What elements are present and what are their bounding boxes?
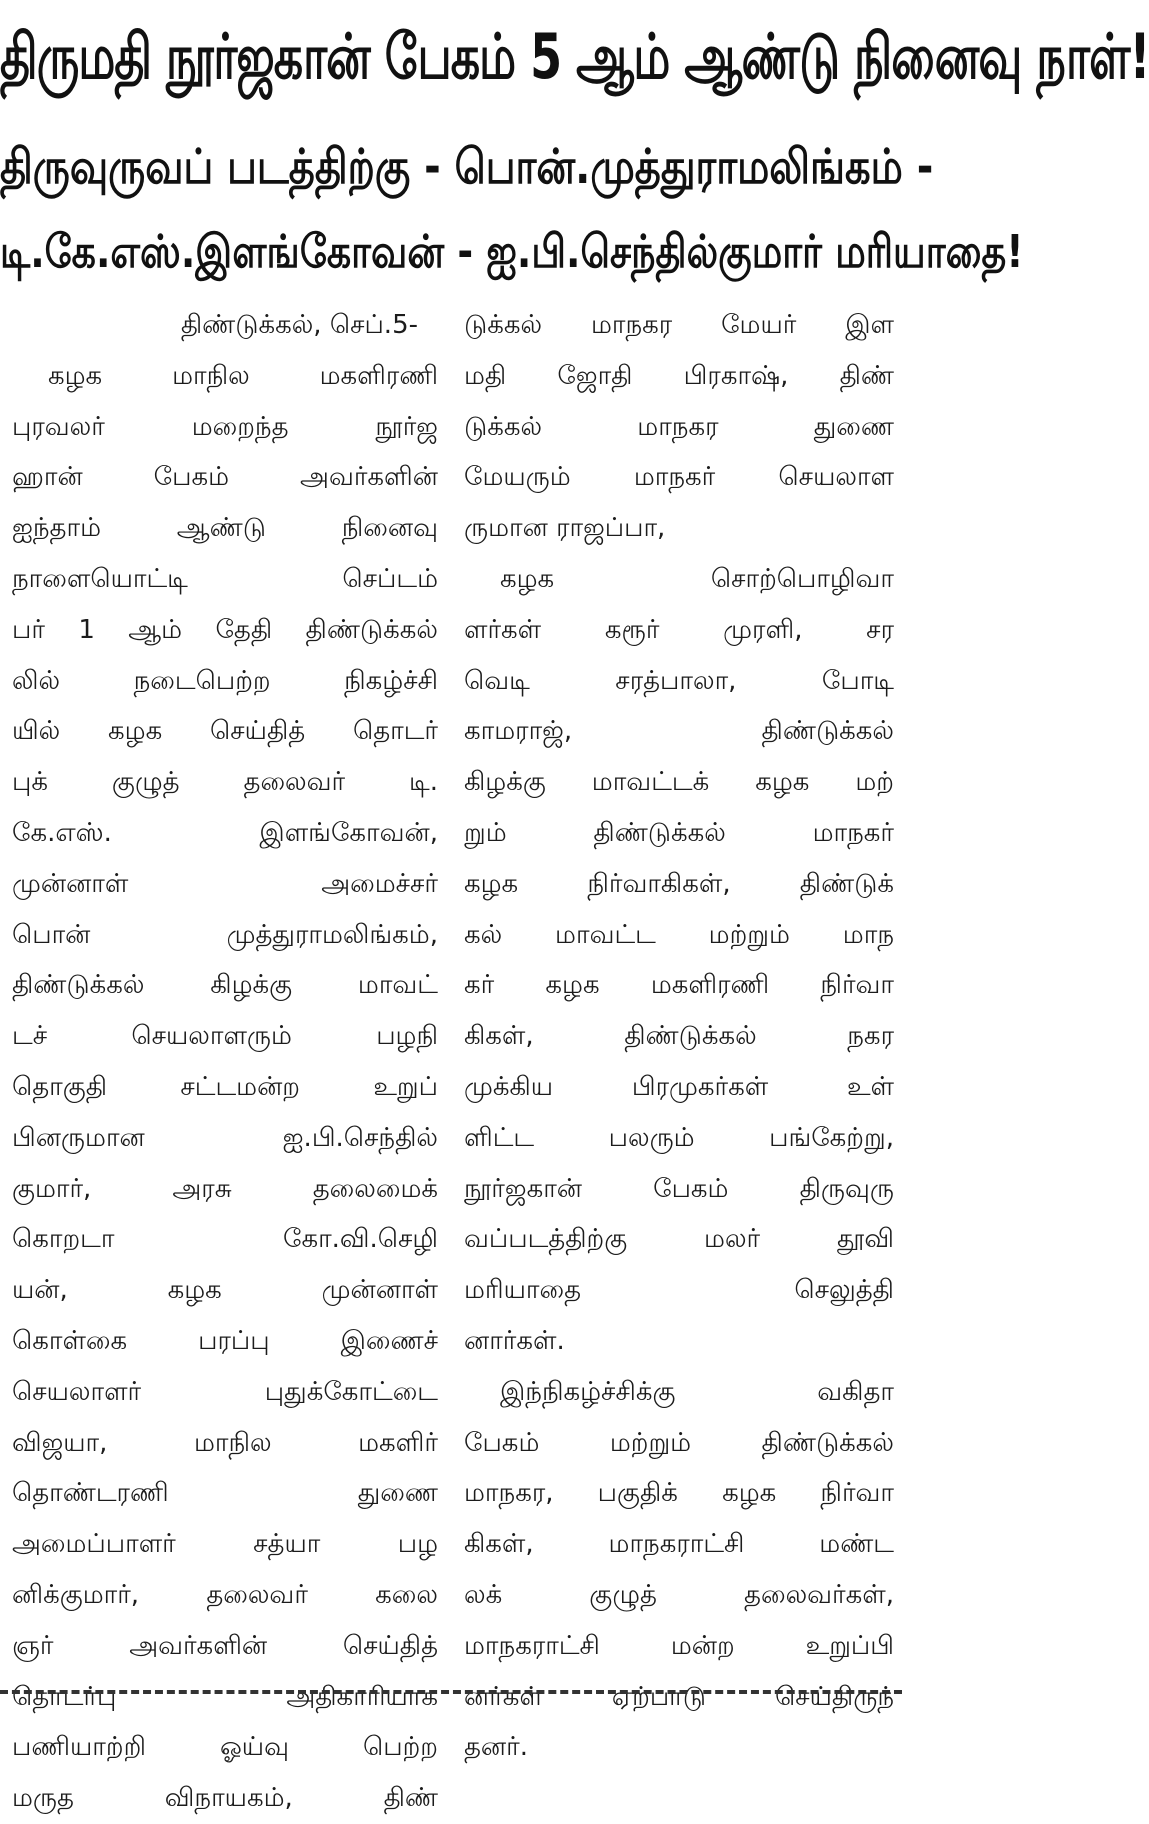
article-line: மாநகராட்சி மன்ற உறுப்பி [464,1630,894,1661]
headline-sub-2: டி.கே.எஸ்.இளங்கோவன் - ஐ.பி.செந்தில்குமார் மரியாதை! [0,225,1024,278]
article-line: னார்கள். [464,1325,565,1356]
article-line: லக் குழுத் தலைவர்கள், [464,1579,894,1610]
article-line: கிழக்கு மாவட்டக் கழக மற் [464,767,894,798]
article-line: பினருமான ஐ.பி.செந்தில் [12,1122,438,1153]
article-line: முக்கிய பிரமுகர்கள் உள் [464,1071,894,1102]
article-line: பணியாற்றி ஓய்வு பெற்ற [12,1732,438,1763]
article-line: செயலாளர் புதுக்கோட்டை [12,1376,438,1407]
article-line: னர்கள் ஏற்பாடு செய்திருந் [464,1681,894,1712]
article-line: வப்படத்திற்கு மலர் தூவி [464,1224,894,1255]
article-line: முன்னாள் அமைச்சர் [12,868,438,899]
article-line: ஹான் பேகம் அவர்களின் [12,462,438,493]
article-line: கல் மாவட்ட மற்றும் மாந [464,919,894,950]
article-line: கிகள், மாநகராட்சி மண்ட [464,1529,894,1560]
article-line: இந்நிகழ்ச்சிக்கு வகிதா [500,1376,894,1407]
article-line: காமராஜ், திண்டுக்கல் [464,716,894,747]
article-line: தனர். [464,1732,528,1763]
article-line: டச் செயலாளரும் பழநி [12,1021,438,1052]
article-line: குமார், அரசு தலைமைக் [12,1173,438,1204]
article-right-column [464,300,894,1773]
article-line: புக் குழுத் தலைவர் டி. [12,767,438,798]
article-line: கர் கழக மகளிரணி நிர்வா [464,970,894,1001]
headline-main: திருமதி நூர்ஜகான் பேகம் 5 ஆம் ஆண்டு நினைவு நாள்! [0,20,1149,93]
article-line: பேகம் மற்றும் திண்டுக்கல் [464,1427,894,1458]
article-line: தொண்டரணி துணை [12,1478,438,1509]
article-line: கிகள், திண்டுக்கல் நகர [464,1021,894,1052]
article-line: அமைப்பாளர் சத்யா பழ [12,1529,438,1560]
article-line: தொடர்பு அதிகாரியாக [12,1681,438,1712]
article-line: மரியாதை செலுத்தி [464,1275,894,1306]
article-line: பர் 1 ஆம் தேதி திண்டுக்கல் [12,614,438,645]
article-left-column [12,300,438,1824]
article-line: ருமான ராஜப்பா, [464,513,666,544]
bottom-divider [0,1690,902,1694]
article-line: ஞர் அவர்களின் செய்தித் [12,1630,438,1661]
article-line: ஐந்தாம் ஆண்டு நினைவு [12,513,438,544]
article-line: யன், கழக முன்னாள் [12,1275,438,1306]
article-line: லில் நடைபெற்ற நிகழ்ச்சி [12,665,438,696]
article-line: புரவலர் மறைந்த நூர்ஜ [12,411,438,442]
article-line: தொகுதி சட்டமன்ற உறுப் [12,1071,438,1102]
article-line: விஜயா, மாநில மகளிர் [12,1427,438,1458]
article-line: ளர்கள் கரூர் முரளி, சர [464,614,894,645]
article-line: றும் திண்டுக்கல் மாநகர் [464,817,894,848]
article-line: கொள்கை பரப்பு இணைச் [12,1325,438,1356]
article-line: கே.எஸ். இளங்கோவன், [12,817,438,848]
article-line: மேயரும் மாநகர் செயலாள [464,462,894,493]
article-line: மதி ஜோதி பிரகாஷ், திண் [464,360,894,391]
article-line: பொன் முத்துராமலிங்கம், [12,919,438,950]
article-line: நாளையொட்டி செப்டம் [12,563,438,594]
article-line: டுக்கல் மாநகர மேயர் இள [464,310,894,340]
article-line: கொறடா கோ.வி.செழி [12,1224,438,1255]
article-line: மருத விநாயகம், திண் [12,1783,438,1814]
article-line: டுக்கல் மாநகர துணை [464,411,894,442]
headline-sub-1: திருவுருவப் படத்திற்கு - பொன்.முத்துராமலிங்கம் - [0,140,934,196]
dateline: திண்டுக்கல், செப்.5- [180,310,418,340]
article-line: கழக நிர்வாகிகள், திண்டுக் [464,868,894,899]
article-line: வெடி சரத்பாலா, போடி [464,665,894,696]
article-line: மாநகர, பகுதிக் கழக நிர்வா [464,1478,894,1509]
article-line: திண்டுக்கல் கிழக்கு மாவட் [12,970,438,1001]
article-line: ளிட்ட பலரும் பங்கேற்று, [464,1122,894,1153]
article-line: யில் கழக செய்தித் தொடர் [12,716,438,747]
article-line: நூர்ஜகான் பேகம் திருவுரு [464,1173,894,1204]
article-line: னிக்குமார், தலைவர் கலை [12,1579,438,1610]
article-line: கழக மாநில மகளிரணி [48,360,438,391]
article-line: கழக சொற்பொழிவா [500,563,894,594]
